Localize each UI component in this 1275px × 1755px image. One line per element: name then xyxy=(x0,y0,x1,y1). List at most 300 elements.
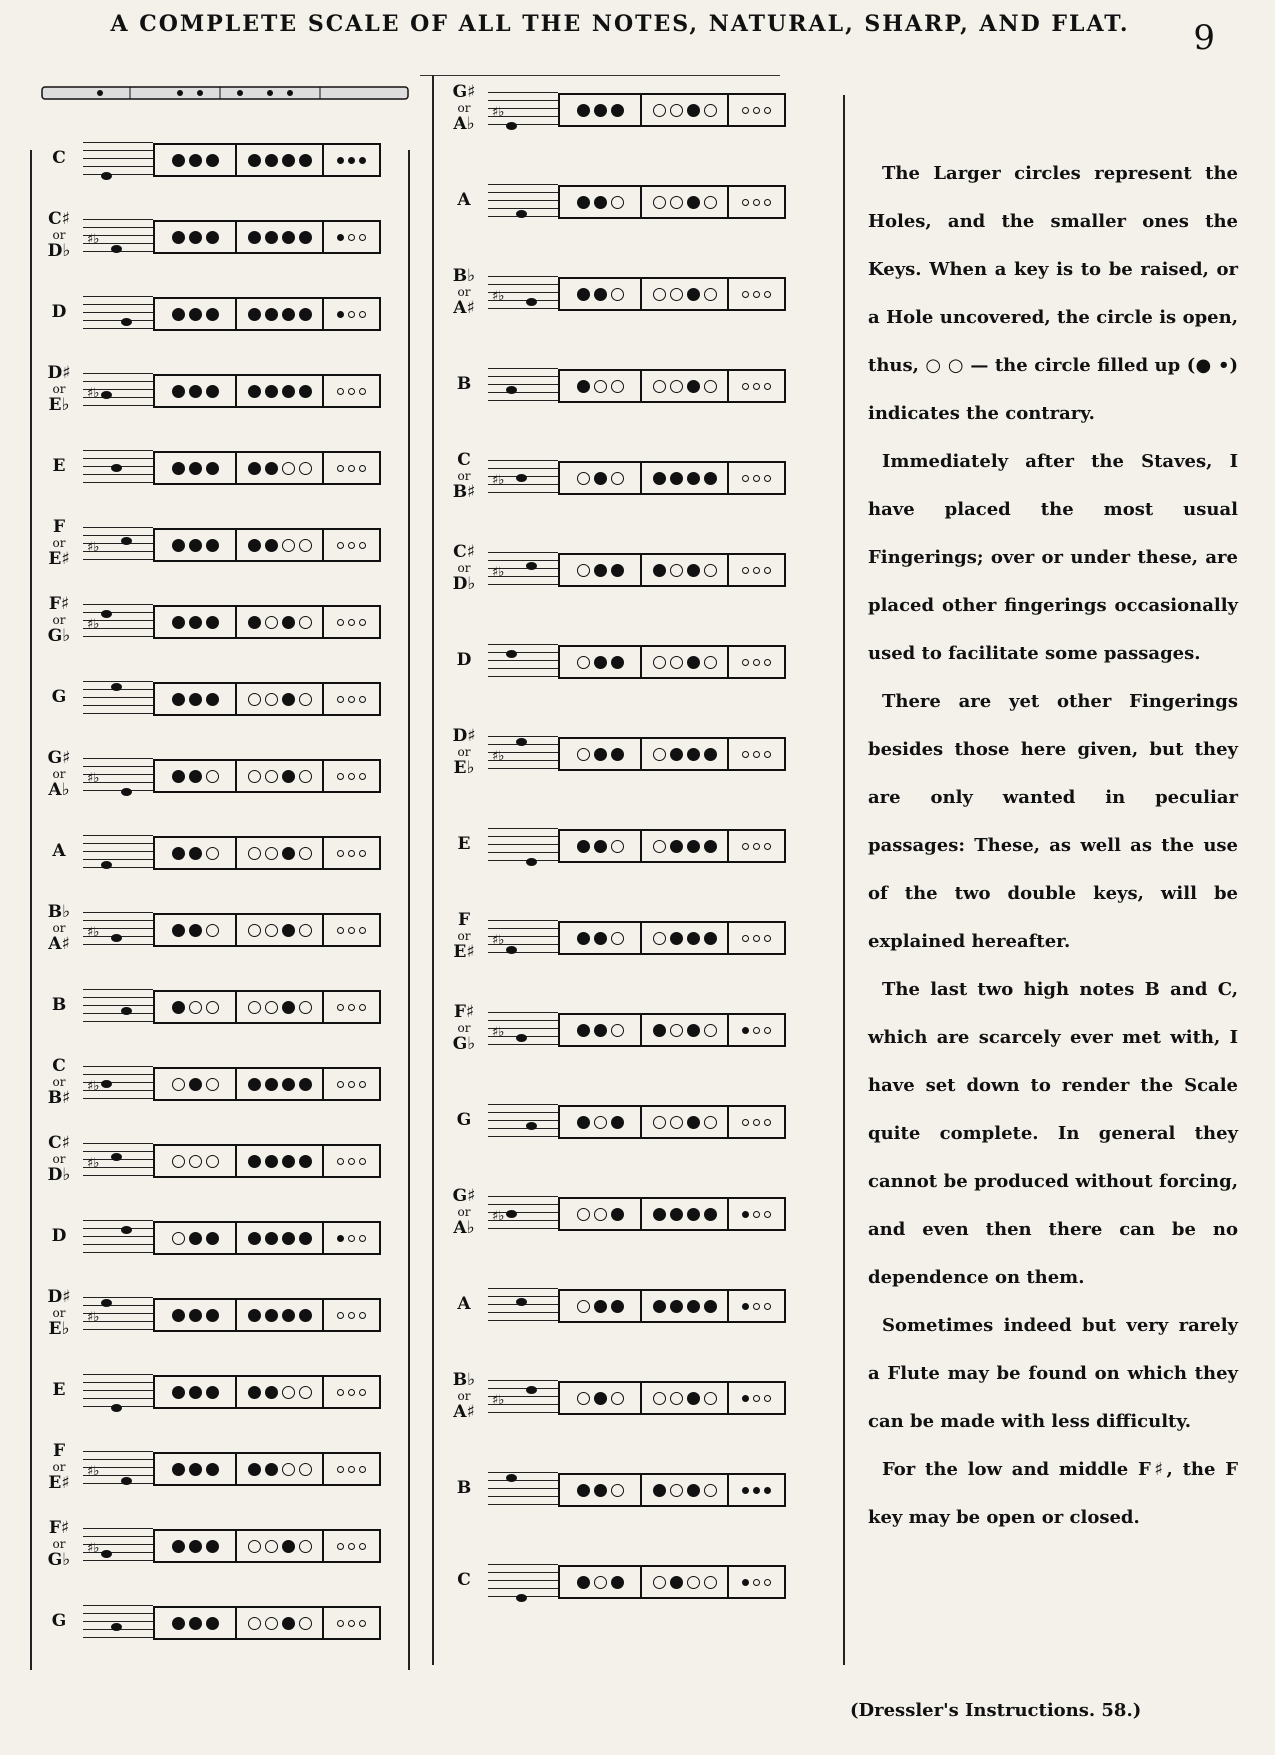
open-hole-icon xyxy=(704,1484,717,1497)
open-hole-icon xyxy=(299,924,312,937)
open-key-icon xyxy=(764,475,771,482)
note-head xyxy=(121,1007,132,1015)
enharmonic-label: E♭ xyxy=(48,395,70,415)
closed-hole-icon xyxy=(299,1078,312,1091)
note-head xyxy=(111,1623,122,1631)
open-hole-icon xyxy=(282,462,295,475)
note-head xyxy=(526,1122,537,1130)
fingering-group xyxy=(155,453,237,483)
music-staff xyxy=(83,1451,153,1487)
accidental-sign: ♯♭ xyxy=(492,933,505,948)
open-key-icon xyxy=(348,850,355,857)
open-key-icon xyxy=(764,659,771,666)
open-hole-icon xyxy=(248,770,261,783)
open-key-icon xyxy=(742,107,749,114)
open-hole-icon xyxy=(670,564,683,577)
open-key-icon xyxy=(359,1004,366,1011)
fingering-group xyxy=(155,299,237,329)
fingering-group xyxy=(729,95,784,125)
note-name xyxy=(440,452,488,500)
closed-key-icon xyxy=(337,311,344,318)
closed-hole-icon xyxy=(687,748,700,761)
open-key-icon xyxy=(753,1211,760,1218)
note-label: D xyxy=(51,302,67,322)
accidental-sign: ♯♭ xyxy=(87,925,100,940)
closed-key-icon xyxy=(337,234,344,241)
closed-hole-icon xyxy=(248,616,261,629)
open-key-icon xyxy=(337,850,344,857)
open-hole-icon xyxy=(248,1617,261,1630)
note-head xyxy=(526,1386,537,1394)
scale-row xyxy=(440,1186,840,1238)
open-hole-icon xyxy=(299,1617,312,1630)
fingering-group xyxy=(560,1107,642,1137)
open-hole-icon xyxy=(704,1024,717,1037)
note-label: D♯ xyxy=(47,1287,71,1307)
closed-hole-icon xyxy=(594,564,607,577)
page-header xyxy=(70,10,1170,38)
closed-hole-icon xyxy=(248,154,261,167)
fingering-group xyxy=(560,371,642,401)
scale-row xyxy=(440,542,840,594)
fingering-chart xyxy=(153,1375,381,1409)
note-label: F♯ xyxy=(48,594,70,614)
fingering-group xyxy=(324,1300,379,1330)
fingering-group xyxy=(155,1377,237,1407)
note-head xyxy=(526,562,537,570)
fingering-group xyxy=(560,463,642,493)
closed-hole-icon xyxy=(299,308,312,321)
fingering-group xyxy=(237,222,324,252)
open-key-icon xyxy=(742,291,749,298)
closed-hole-icon xyxy=(611,1576,624,1589)
note-head xyxy=(111,683,122,691)
open-hole-icon xyxy=(704,1576,717,1589)
closed-hole-icon xyxy=(189,1617,202,1630)
closed-hole-icon xyxy=(172,616,185,629)
open-key-icon xyxy=(742,475,749,482)
closed-key-icon xyxy=(337,157,344,164)
closed-hole-icon xyxy=(299,154,312,167)
note-label: B xyxy=(51,995,67,1015)
note-name xyxy=(440,1572,488,1588)
fingering-chart xyxy=(153,374,381,408)
enharmonic-label: E♭ xyxy=(48,1319,70,1339)
open-key-icon xyxy=(753,751,760,758)
accidental-sign: ♯♭ xyxy=(87,771,100,786)
note-label: G♯ xyxy=(452,1186,476,1206)
fingering-group xyxy=(155,376,237,406)
accidental-sign: ♯♭ xyxy=(87,1156,100,1171)
music-staff xyxy=(488,552,558,588)
open-hole-icon xyxy=(206,770,219,783)
note-label: F♯ xyxy=(48,1518,70,1538)
open-key-icon xyxy=(764,383,771,390)
music-staff xyxy=(83,1297,153,1333)
accidental-sign: ♯♭ xyxy=(492,105,505,120)
accidental-sign: ♯♭ xyxy=(492,1025,505,1040)
closed-hole-icon xyxy=(172,693,185,706)
note-name xyxy=(35,997,83,1013)
open-hole-icon xyxy=(299,1540,312,1553)
closed-hole-icon xyxy=(577,840,590,853)
fingering-chart xyxy=(153,836,381,870)
fingering-chart xyxy=(153,759,381,793)
fingering-group xyxy=(560,1291,642,1321)
closed-hole-icon xyxy=(282,1001,295,1014)
open-hole-icon xyxy=(704,104,717,117)
closed-hole-icon xyxy=(172,308,185,321)
fingering-chart xyxy=(558,1289,786,1323)
scale-row xyxy=(440,726,840,778)
fingering-group xyxy=(237,299,324,329)
open-hole-icon xyxy=(206,924,219,937)
closed-hole-icon xyxy=(282,1078,295,1091)
scale-row xyxy=(35,1441,405,1493)
fingering-group xyxy=(324,376,379,406)
music-staff xyxy=(83,1605,153,1641)
fingering-group xyxy=(560,923,642,953)
or-label: or xyxy=(52,921,66,935)
scale-row xyxy=(35,1603,405,1643)
open-hole-icon xyxy=(611,840,624,853)
fingering-group xyxy=(155,1531,237,1561)
open-key-icon xyxy=(337,773,344,780)
fingering-chart xyxy=(558,369,786,403)
fingering-group xyxy=(729,371,784,401)
fingering-group xyxy=(729,1291,784,1321)
open-hole-icon xyxy=(653,1116,666,1129)
open-key-icon xyxy=(359,773,366,780)
fingering-group xyxy=(237,453,324,483)
open-hole-icon xyxy=(206,1001,219,1014)
note-label: B♭ xyxy=(452,1370,476,1390)
fingering-group xyxy=(155,1454,237,1484)
fingering-group xyxy=(642,1475,729,1505)
paragraph-6: For the low and middle F♯, the F key may be open or closed. xyxy=(868,1459,1238,1528)
open-hole-icon xyxy=(265,1001,278,1014)
open-key-icon xyxy=(742,751,749,758)
open-hole-icon xyxy=(687,1576,700,1589)
open-key-icon xyxy=(742,935,749,942)
enharmonic-label: A♭ xyxy=(453,114,475,134)
paragraph-1: The Larger circles represent the Holes, and the smaller ones the Keys. When a key is to be raised, or a Hole uncovered, the circle is open, thus, ○ ○ — the circle filled up (● •) indicates the contrary. xyxy=(868,163,1238,424)
open-key-icon xyxy=(753,567,760,574)
closed-hole-icon xyxy=(189,924,202,937)
closed-hole-icon xyxy=(653,1024,666,1037)
fingering-group xyxy=(155,761,237,791)
closed-hole-icon xyxy=(189,1463,202,1476)
note-head xyxy=(506,650,517,658)
closed-hole-icon xyxy=(206,385,219,398)
music-staff xyxy=(488,920,558,956)
closed-hole-icon xyxy=(282,385,295,398)
open-key-icon xyxy=(337,1081,344,1088)
fingering-group xyxy=(729,463,784,493)
fingering-chart xyxy=(558,737,786,771)
closed-hole-icon xyxy=(248,539,261,552)
open-hole-icon xyxy=(248,924,261,937)
closed-hole-icon xyxy=(299,1309,312,1322)
closed-hole-icon xyxy=(265,308,278,321)
center-column-rule-right xyxy=(432,75,434,1665)
fingering-chart xyxy=(558,461,786,495)
note-name xyxy=(35,150,83,166)
fingering-group xyxy=(642,279,729,309)
note-head xyxy=(516,1298,527,1306)
open-hole-icon xyxy=(299,1386,312,1399)
open-key-icon xyxy=(764,291,771,298)
note-head xyxy=(121,1226,132,1234)
scale-row xyxy=(35,1218,405,1258)
fingering-chart xyxy=(153,1529,381,1563)
open-hole-icon xyxy=(577,1300,590,1313)
scale-row xyxy=(440,366,840,406)
music-staff xyxy=(83,604,153,640)
open-hole-icon xyxy=(206,1078,219,1091)
enharmonic-label: E♯ xyxy=(48,1473,70,1493)
closed-hole-icon xyxy=(189,539,202,552)
fingering-group xyxy=(237,915,324,945)
closed-hole-icon xyxy=(594,1300,607,1313)
note-head xyxy=(516,210,527,218)
note-name xyxy=(440,1188,488,1236)
closed-hole-icon xyxy=(189,1386,202,1399)
open-hole-icon xyxy=(670,1116,683,1129)
scale-row xyxy=(35,1056,405,1108)
closed-hole-icon xyxy=(687,840,700,853)
music-staff xyxy=(83,1220,153,1256)
fingering-group xyxy=(237,761,324,791)
music-staff xyxy=(83,1066,153,1102)
open-hole-icon xyxy=(189,1155,202,1168)
closed-hole-icon xyxy=(687,1392,700,1405)
or-label: or xyxy=(457,101,471,115)
note-name xyxy=(35,689,83,705)
music-staff xyxy=(83,219,153,255)
closed-hole-icon xyxy=(206,1232,219,1245)
open-hole-icon xyxy=(653,932,666,945)
open-key-icon xyxy=(764,935,771,942)
closed-hole-icon xyxy=(611,748,624,761)
closed-hole-icon xyxy=(172,1309,185,1322)
fingering-group xyxy=(237,1300,324,1330)
note-name xyxy=(35,519,83,567)
enharmonic-label: A♭ xyxy=(48,780,70,800)
or-label: or xyxy=(52,1460,66,1474)
note-head xyxy=(506,1474,517,1482)
accidental-sign: ♯♭ xyxy=(492,749,505,764)
closed-hole-icon xyxy=(670,748,683,761)
music-staff xyxy=(83,758,153,794)
or-label: or xyxy=(52,1306,66,1320)
fingering-group xyxy=(324,530,379,560)
open-key-icon xyxy=(764,1027,771,1034)
closed-hole-icon xyxy=(577,1024,590,1037)
open-hole-icon xyxy=(248,847,261,860)
closed-hole-icon xyxy=(594,196,607,209)
open-hole-icon xyxy=(282,1386,295,1399)
open-hole-icon xyxy=(265,847,278,860)
note-name xyxy=(440,1004,488,1052)
fingering-chart xyxy=(153,528,381,562)
accidental-sign: ♯♭ xyxy=(87,232,100,247)
open-key-icon xyxy=(753,199,760,206)
open-hole-icon xyxy=(670,104,683,117)
open-key-icon xyxy=(742,1119,749,1126)
fingering-chart xyxy=(153,220,381,254)
open-key-icon xyxy=(337,1543,344,1550)
fingering-chart xyxy=(153,143,381,177)
closed-key-icon xyxy=(742,1395,749,1402)
music-staff xyxy=(488,1472,558,1508)
music-staff xyxy=(488,1012,558,1048)
music-staff xyxy=(488,368,558,404)
note-name xyxy=(35,1135,83,1183)
closed-hole-icon xyxy=(282,308,295,321)
fingering-group xyxy=(237,1608,324,1638)
closed-hole-icon xyxy=(687,104,700,117)
open-key-icon xyxy=(753,1579,760,1586)
music-staff xyxy=(488,276,558,312)
open-key-icon xyxy=(348,1004,355,1011)
fingering-chart xyxy=(558,185,786,219)
music-staff xyxy=(488,460,558,496)
open-hole-icon xyxy=(704,288,717,301)
fingering-group xyxy=(642,1291,729,1321)
closed-hole-icon xyxy=(282,1309,295,1322)
explanation-text xyxy=(868,150,1238,1542)
open-hole-icon xyxy=(299,462,312,475)
music-staff xyxy=(488,1288,558,1324)
scale-row xyxy=(440,1470,840,1510)
closed-hole-icon xyxy=(577,288,590,301)
scale-row xyxy=(440,642,840,682)
open-hole-icon xyxy=(265,1540,278,1553)
paragraph-5: Sometimes indeed but very rarely a Flute may be found on which they can be made with less difficulty. xyxy=(868,1315,1238,1432)
closed-hole-icon xyxy=(687,472,700,485)
fingering-group xyxy=(729,555,784,585)
fingering-group xyxy=(155,992,237,1022)
closed-hole-icon xyxy=(172,539,185,552)
note-label: G xyxy=(456,1110,472,1130)
closed-hole-icon xyxy=(189,154,202,167)
note-name xyxy=(35,1289,83,1337)
enharmonic-label: A♯ xyxy=(48,934,70,954)
enharmonic-label: A♯ xyxy=(453,298,475,318)
fingering-group xyxy=(155,1069,237,1099)
open-hole-icon xyxy=(206,1155,219,1168)
fingering-chart xyxy=(558,921,786,955)
fingering-group xyxy=(324,915,379,945)
footer-citation: (Dressler's Instructions. 58.) xyxy=(850,1700,1142,1721)
enharmonic-label: A♯ xyxy=(453,1402,475,1422)
fingering-group xyxy=(324,222,379,252)
music-staff xyxy=(83,912,153,948)
fingering-group xyxy=(729,647,784,677)
open-hole-icon xyxy=(577,1208,590,1221)
note-label: B xyxy=(456,1478,472,1498)
note-head xyxy=(506,386,517,394)
closed-hole-icon xyxy=(265,1386,278,1399)
closed-hole-icon xyxy=(687,380,700,393)
fingering-group xyxy=(237,1146,324,1176)
note-label: F♯ xyxy=(453,1002,475,1022)
closed-hole-icon xyxy=(172,1386,185,1399)
open-hole-icon xyxy=(265,770,278,783)
fingering-group xyxy=(642,371,729,401)
open-key-icon xyxy=(753,659,760,666)
fingering-group xyxy=(642,1199,729,1229)
open-hole-icon xyxy=(265,924,278,937)
accidental-sign: ♯♭ xyxy=(492,1209,505,1224)
note-head xyxy=(111,934,122,942)
closed-hole-icon xyxy=(265,539,278,552)
music-staff xyxy=(488,1104,558,1140)
fingering-group xyxy=(560,1475,642,1505)
open-hole-icon xyxy=(172,1232,185,1245)
closed-hole-icon xyxy=(206,1617,219,1630)
note-label: C xyxy=(52,148,66,168)
open-hole-icon xyxy=(248,693,261,706)
open-hole-icon xyxy=(704,1116,717,1129)
note-name xyxy=(440,376,488,392)
fingering-group xyxy=(155,607,237,637)
note-label: B♭ xyxy=(47,902,71,922)
or-label: or xyxy=(457,1021,471,1035)
fingering-group xyxy=(729,739,784,769)
open-key-icon xyxy=(764,1211,771,1218)
open-hole-icon xyxy=(670,1024,683,1037)
fingering-chart xyxy=(153,913,381,947)
open-key-icon xyxy=(359,1235,366,1242)
center-column-rule-left xyxy=(408,150,410,1670)
closed-key-icon xyxy=(753,1487,760,1494)
open-key-icon xyxy=(753,383,760,390)
open-key-icon xyxy=(742,383,749,390)
closed-hole-icon xyxy=(189,616,202,629)
closed-hole-icon xyxy=(282,1232,295,1245)
open-key-icon xyxy=(337,927,344,934)
open-key-icon xyxy=(359,927,366,934)
closed-hole-icon xyxy=(653,472,666,485)
closed-hole-icon xyxy=(172,770,185,783)
fingering-group xyxy=(560,1567,642,1597)
fingering-group xyxy=(560,739,642,769)
closed-hole-icon xyxy=(265,385,278,398)
open-hole-icon xyxy=(594,380,607,393)
closed-hole-icon xyxy=(206,616,219,629)
open-key-icon xyxy=(348,542,355,549)
open-key-icon xyxy=(753,1027,760,1034)
or-label: or xyxy=(457,929,471,943)
note-head xyxy=(101,861,112,869)
fingering-group xyxy=(155,530,237,560)
open-key-icon xyxy=(348,311,355,318)
note-head xyxy=(516,1034,527,1042)
open-hole-icon xyxy=(653,380,666,393)
music-staff xyxy=(488,1380,558,1416)
enharmonic-label: G♭ xyxy=(47,626,71,646)
open-key-icon xyxy=(337,388,344,395)
closed-hole-icon xyxy=(265,231,278,244)
closed-hole-icon xyxy=(687,196,700,209)
open-hole-icon xyxy=(704,380,717,393)
open-hole-icon xyxy=(704,564,717,577)
accidental-sign: ♯♭ xyxy=(492,1393,505,1408)
closed-hole-icon xyxy=(611,564,624,577)
note-label: C xyxy=(457,1570,471,1590)
